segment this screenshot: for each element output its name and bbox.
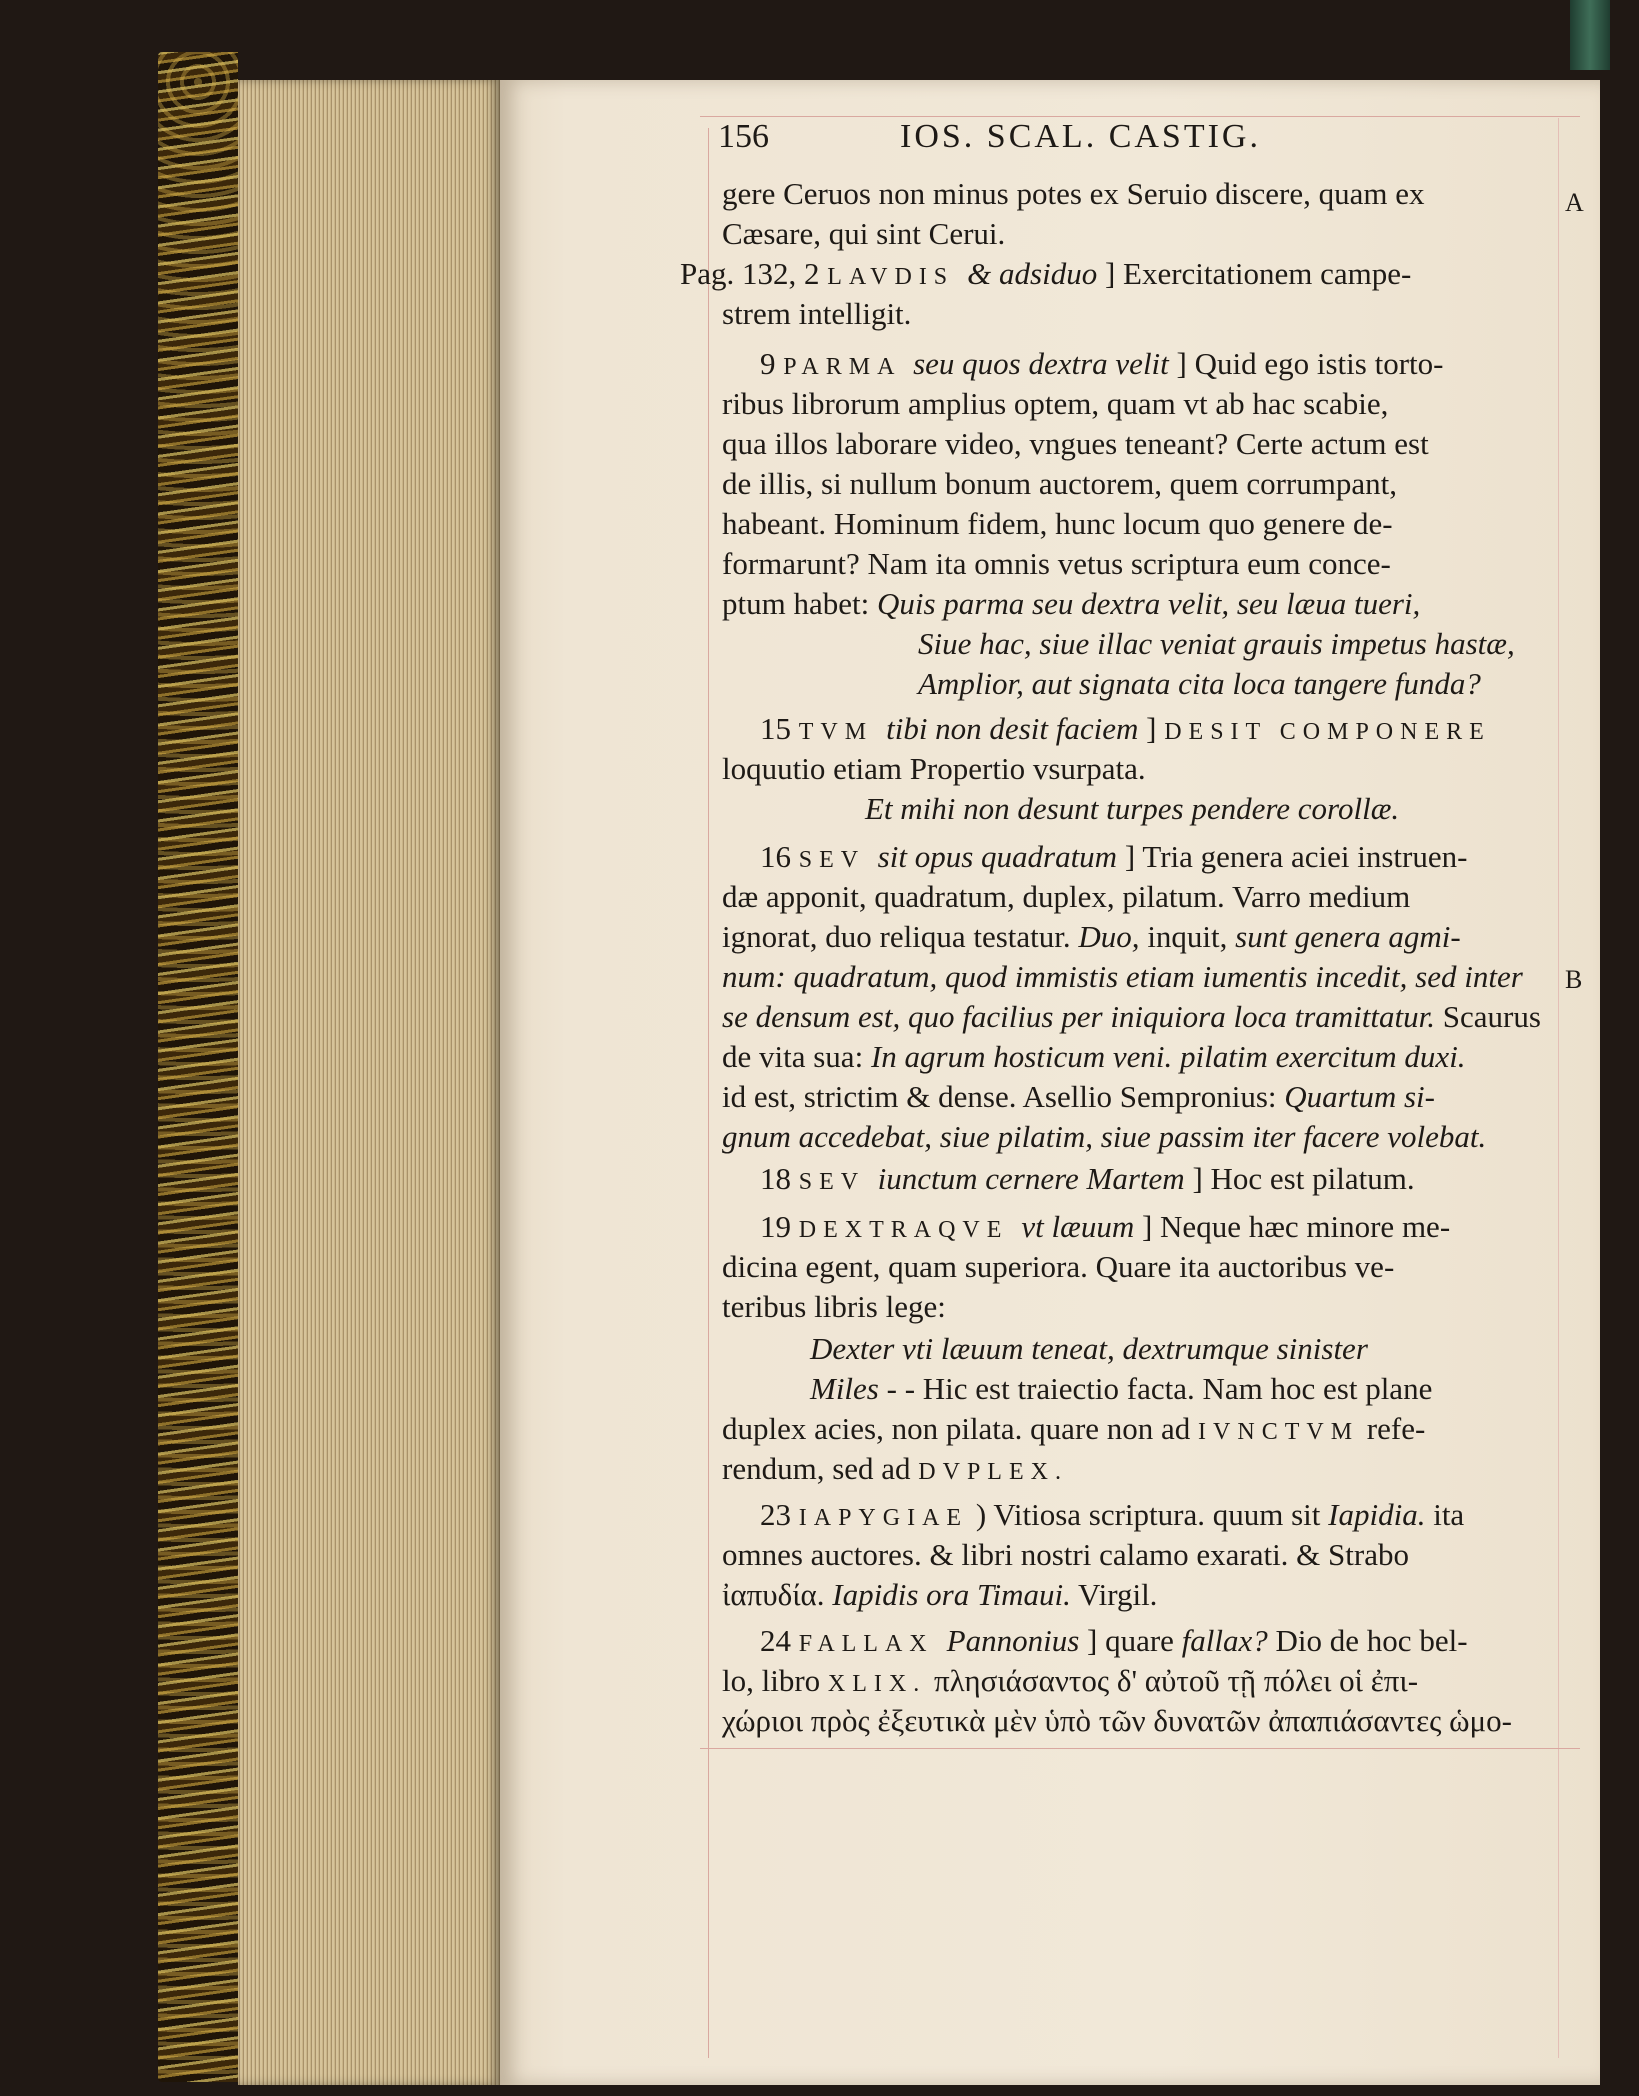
text-line [722,545,1391,583]
text-line [722,175,1425,213]
text-run: iunctum cernere Martem [877,1161,1185,1196]
text-line [722,878,1410,916]
text-run: Amplior, aut signata cita loca tangere funda? [918,666,1481,701]
text-run: Iapidis ora Timaui. [832,1577,1071,1612]
text-run: sit opus quadratum [877,839,1118,874]
text-run: 18 [760,1161,799,1196]
text-run: gnum accedebat, siue pilatim, siue passim iter facere volebat. [722,1119,1487,1154]
text-run: 15 [760,711,799,746]
text-run: 19 [760,1209,799,1244]
text-line [722,1078,1435,1116]
text-run: DVPLEX. [918,1459,1068,1485]
text-run: dæ apponit, quadratum, duplex, pilatum. Varro medium [722,879,1411,914]
text-run: ignorat, duo reliqua testatur. [722,919,1079,954]
running-head: IOS. SCAL. CASTIG. [900,118,1261,155]
text-line [722,385,1388,423]
text-run: teribus libris lege: [722,1289,946,1324]
text-run: Pannonius [946,1623,1080,1658]
text-run: & adsiduo [967,256,1098,291]
text-line [810,1370,1432,1408]
text-line [722,1038,1466,1076]
text-line [760,1496,1464,1537]
text-run: vt læuum [1021,1209,1135,1244]
text-run: ] Hoc est pilatum. [1184,1161,1415,1196]
text-line [680,255,1411,296]
margin-letter-a: A [1565,188,1584,217]
text-run: Iapidia. [1328,1497,1426,1532]
text-line [760,345,1443,386]
text-run: num: quadratum, quod immistis etiam iumentis incedit, sed inter [722,959,1523,994]
text-run: ) Vitiosa scriptura. quum sit [968,1497,1329,1532]
text-run: refe- [1359,1411,1426,1446]
text-run: id est, strictim & dense. Asellio Sempronius: [722,1079,1285,1114]
text-run: Miles - - [810,1371,916,1406]
text-run: DEXTRAQVE [798,1217,1022,1243]
text-line [722,215,1005,253]
bookmark-ribbon [1570,0,1610,70]
text-line [722,505,1393,543]
text-run: de illis, si nullum bonum auctorem, quem corrumpant, [722,466,1397,501]
folio-number: 156 [718,118,769,155]
text-run: LAVDIS [827,264,968,290]
ruled-line-right [1558,118,1559,2058]
text-line [810,1330,1368,1368]
text-run: gere Ceruos non minus potes ex Seruio discere, quam ex [722,176,1425,211]
text-run: ribus librorum amplius optem, quam vt ab hac scabie, [722,386,1389,421]
text-run: ] quare [1079,1623,1182,1658]
text-run: FALLAX [798,1631,947,1657]
text-run: se densum est, quo facilius per iniquiora loca tramittatur. [722,999,1435,1034]
text-line [760,1208,1450,1249]
text-run: Cæsare, qui sint Cerui. [722,216,1006,251]
text-run: Dio de hoc bel- [1267,1623,1468,1658]
text-line [760,1622,1468,1663]
text-run: Siue hac, siue illac veniat grauis impetus hastæ, [918,626,1515,661]
text-run: strem intelligit. [722,296,912,331]
text-run: Quartum si- [1284,1079,1435,1114]
text-run: ] [1138,711,1165,746]
text-run: 24 [760,1623,799,1658]
text-line [722,1536,1409,1574]
margin-letter-b: B [1565,965,1583,994]
text-run: omnes auctores. & libri nostri calamo exarati. & Strabo [722,1537,1409,1572]
text-run: XLIX. [827,1671,927,1697]
text-line [722,465,1397,503]
text-run: de vita sua: [722,1039,871,1074]
text-run: DESIT COMPONERE [1164,719,1491,745]
text-run: sunt genera agmi- [1235,919,1461,954]
text-run: inquit, [1139,919,1236,954]
text-run: ] Tria genera aciei instruen- [1117,839,1468,874]
text-run: TVM [798,719,887,745]
text-run: Dexter vti læuum teneat, dextrumque sinister [810,1331,1368,1366]
text-line [722,918,1461,956]
text-run: ita [1425,1497,1465,1532]
text-line [760,838,1467,879]
text-run: IVNCTVM [1198,1419,1360,1445]
text-run: ] Neque hæc minore me- [1134,1209,1451,1244]
text-run: ptum habet: [722,586,877,621]
text-line [918,665,1481,703]
text-run: Scaurus [1435,999,1541,1034]
text-line [722,585,1420,623]
text-line [722,1450,1068,1491]
text-run: 23 [760,1497,799,1532]
text-line [722,998,1541,1036]
text-line [760,710,1491,751]
text-run: ] Exercitationem campe- [1097,256,1412,291]
text-line [865,790,1399,828]
text-run: χώριοι πρὸς ἐξευτικὰ μὲν ὑπὸ τῶν δυνατῶν ἀπαπιάσαντες ὡμο- [722,1703,1512,1738]
book-binding [158,52,238,2082]
text-run: lo, libro [722,1663,828,1698]
text-run: SEV [798,1169,878,1195]
text-line [722,750,1146,788]
text-run: IAPYGIAE [798,1505,969,1531]
text-run: rendum, sed ad [722,1451,919,1486]
text-run: dicina egent, quam superiora. Quare ita auctoribus ve- [722,1249,1395,1284]
text-run: formarunt? Nam ita omnis vetus scriptura eum conce- [722,546,1391,581]
text-run: Virgil. [1070,1577,1158,1612]
text-line [722,1576,1157,1614]
text-line [722,1248,1394,1286]
ruled-line-bottom [700,1748,1580,1749]
text-run: Et mihi non desunt turpes pendere corollæ. [865,791,1400,826]
text-line [722,1410,1425,1451]
ruled-line-top [700,116,1580,117]
text-line [722,958,1523,996]
text-run: ] Quid ego istis torto- [1168,346,1444,381]
text-line [722,1288,946,1326]
text-line [722,1702,1512,1740]
text-run: seu quos dextra velit [913,346,1169,381]
text-run: duplex acies, non pilata. quare non ad [722,1411,1199,1446]
text-run: ἰαπυδία. [722,1577,833,1612]
text-line [722,295,911,333]
text-run: tibi non desit faciem [886,711,1139,746]
text-line [722,425,1429,463]
text-run: Duo, [1078,919,1140,954]
text-run: Hic est traiectio facta. Nam hoc est plane [915,1371,1433,1406]
text-run: 16 [760,839,799,874]
text-run: PARMA [783,354,914,380]
text-run: Quis parma seu dextra velit, seu læua tueri, [876,586,1421,621]
page-block-edge [238,80,500,2085]
text-line [760,1160,1415,1201]
text-line [722,1662,1418,1703]
text-line [918,625,1515,663]
ruled-line-margin [708,128,709,2058]
text-run: SEV [798,847,878,873]
text-run: 9 [760,346,784,381]
text-run: In agrum hosticum veni. pilatim exercitum duxi. [870,1039,1466,1074]
text-run: Pag. 132, 2 [680,256,828,291]
text-run: πλησιάσαντος δ' αὐτοῦ τῇ πόλει οἱ ἐπι- [926,1663,1419,1698]
text-run: habeant. Hominum fidem, hunc locum quo genere de- [722,506,1393,541]
text-line [722,1118,1486,1156]
text-run: fallax? [1181,1623,1268,1658]
text-run: qua illos laborare video, vngues teneant? Certe actum est [722,426,1429,461]
text-run: loquutio etiam Propertio vsurpata. [722,751,1146,786]
